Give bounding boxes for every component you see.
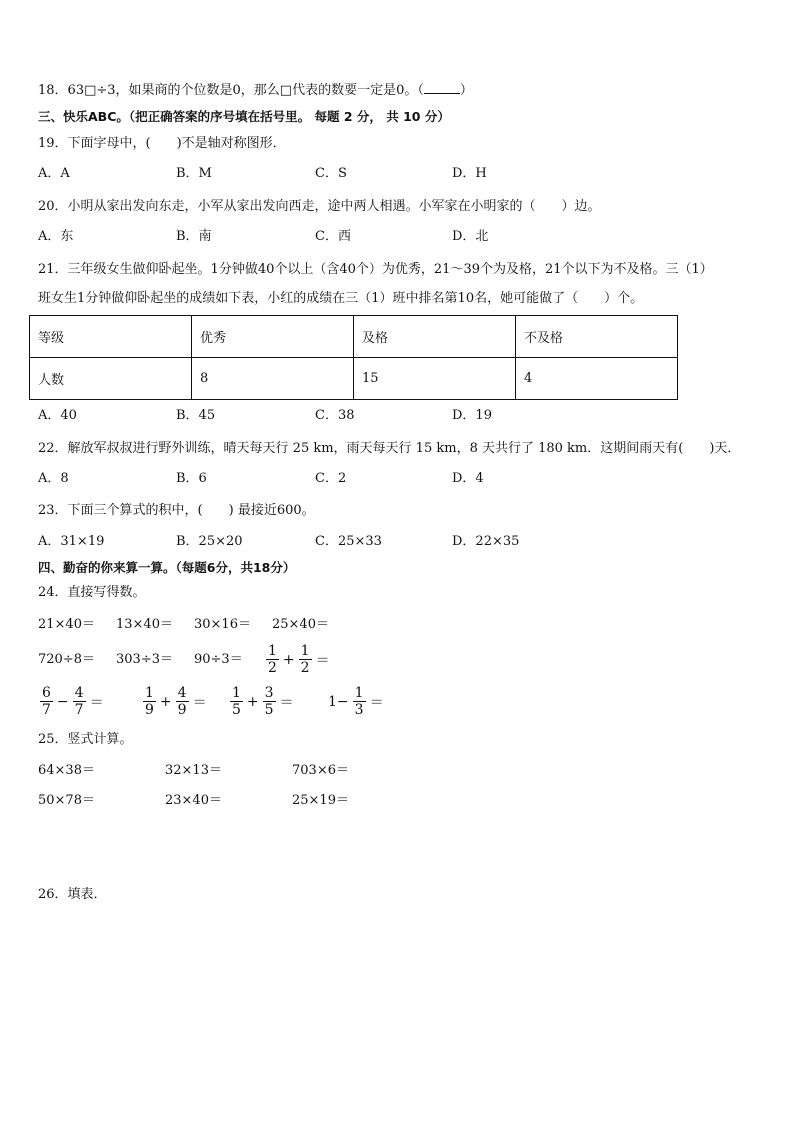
option-b[interactable]: B．6 xyxy=(176,471,207,486)
option-d[interactable]: D．19 xyxy=(452,408,492,423)
question-20-text: 20．小明从家出发向东走，小军从家出发向西走，途中两人相遇。小军家在小明家的（ ）边。 xyxy=(38,199,601,214)
fraction xyxy=(299,643,312,676)
option-c[interactable]: C．38 xyxy=(315,408,355,423)
whole-number: 1− xyxy=(328,693,349,710)
option-c[interactable]: C．2 xyxy=(315,471,347,486)
denominator: 9 xyxy=(145,702,154,718)
numerator: 1 xyxy=(145,685,154,701)
option-b[interactable]: B．M xyxy=(176,166,212,181)
option-c[interactable]: C．25×33 xyxy=(315,534,382,549)
numerator: 1 xyxy=(354,685,364,701)
fraction xyxy=(40,685,53,718)
fraction xyxy=(353,685,366,718)
question-26-text: 26．填表． xyxy=(38,887,107,902)
option-a[interactable]: A．A xyxy=(38,166,70,181)
table-cell: 不及格 xyxy=(516,316,678,358)
calc-item: 25×40＝ xyxy=(272,617,329,632)
fraction xyxy=(73,685,86,718)
table-cell: 人数 xyxy=(30,358,192,400)
option-a[interactable]: A．40 xyxy=(38,408,77,423)
calc-item: 21×40＝ xyxy=(38,617,95,632)
option-b[interactable]: B．25×20 xyxy=(176,534,243,549)
option-d[interactable]: D．H xyxy=(452,166,487,181)
table-cell: 8 xyxy=(192,358,354,400)
table-cell: 及格 xyxy=(354,316,516,358)
fraction xyxy=(266,643,279,676)
calc-item: 13×40＝ xyxy=(116,617,173,632)
option-d[interactable]: D．4 xyxy=(452,471,484,486)
denominator: 2 xyxy=(268,660,277,676)
question-18-close: ） xyxy=(459,83,473,98)
table-row xyxy=(30,358,678,400)
denominator: 7 xyxy=(74,702,84,718)
numerator: 6 xyxy=(42,685,51,701)
operator: + xyxy=(159,693,172,710)
denominator: 5 xyxy=(264,702,274,718)
equals: ＝ xyxy=(279,694,294,711)
question-18 xyxy=(38,81,473,100)
option-d[interactable]: D．22×35 xyxy=(452,534,520,549)
denominator: 5 xyxy=(232,702,241,718)
question-23-text: 23．下面三个算式的积中，( ) 最接近600。 xyxy=(38,503,315,518)
equals: ＝ xyxy=(192,694,207,711)
option-a[interactable]: A．31×19 xyxy=(38,534,105,549)
calc-item: 32×13＝ xyxy=(165,763,222,778)
fraction xyxy=(263,685,276,718)
fraction-expression xyxy=(141,685,209,718)
numerator: 3 xyxy=(264,685,274,701)
fraction xyxy=(176,685,189,718)
answer-blank[interactable] xyxy=(424,81,460,94)
table-cell: 4 xyxy=(516,358,678,400)
table-cell: 优秀 xyxy=(192,316,354,358)
question-24-text: 24．直接写得数。 xyxy=(38,585,146,600)
table-row xyxy=(30,316,678,358)
option-c[interactable]: C．西 xyxy=(315,229,351,244)
equals: ＝ xyxy=(89,694,104,711)
operator: + xyxy=(246,693,259,710)
grade-table xyxy=(29,315,678,400)
denominator: 9 xyxy=(177,702,187,718)
fraction-expression xyxy=(326,685,386,718)
denominator: 7 xyxy=(42,702,51,718)
table-cell: 等级 xyxy=(30,316,192,358)
fraction-expression xyxy=(264,643,332,676)
calc-item: 703×6＝ xyxy=(292,763,349,778)
question-19-text: 19．下面字母中，( )不是轴对称图形． xyxy=(38,136,286,151)
option-c[interactable]: C．S xyxy=(315,166,347,181)
option-a[interactable]: A．东 xyxy=(38,229,74,244)
question-21-line-2: 班女生1分钟做仰卧起坐的成绩如下表，小红的成绩在三（1）班中排名第10名，她可能做了（ ）个。 xyxy=(38,291,644,306)
fraction-expression xyxy=(38,685,106,718)
equals: ＝ xyxy=(369,694,384,711)
table-cell: 15 xyxy=(354,358,516,400)
equals: ＝ xyxy=(315,652,330,669)
calc-item: 30×16＝ xyxy=(194,617,251,632)
calc-item: 64×38＝ xyxy=(38,763,95,778)
option-b[interactable]: B．45 xyxy=(176,408,216,423)
numerator: 1 xyxy=(300,643,310,659)
operator: − xyxy=(56,693,69,710)
denominator: 3 xyxy=(354,702,364,718)
fraction xyxy=(143,685,156,718)
question-25-text: 25．竖式计算。 xyxy=(38,732,133,747)
fraction xyxy=(230,685,243,718)
operator: + xyxy=(282,651,295,668)
calc-item: 50×78＝ xyxy=(38,793,95,808)
numerator: 4 xyxy=(74,685,84,701)
calc-item: 25×19＝ xyxy=(292,793,349,808)
calc-item: 720÷8＝ xyxy=(38,652,95,667)
numerator: 4 xyxy=(177,685,187,701)
calc-item: 23×40＝ xyxy=(165,793,222,808)
fraction-expression xyxy=(228,685,296,718)
question-18-text: 18．63□÷3，如果商的个位数是0，那么□代表的数要一定是0。（ xyxy=(38,83,424,98)
numerator: 1 xyxy=(232,685,241,701)
option-d[interactable]: D．北 xyxy=(452,229,489,244)
section-4-title: 四、勤奋的你来算一算。（每题6分，共18分） xyxy=(38,560,296,575)
numerator: 1 xyxy=(268,643,277,659)
calc-item: 90÷3＝ xyxy=(194,652,243,667)
option-a[interactable]: A．8 xyxy=(38,471,69,486)
question-22-text: 22．解放军叔叔进行野外训练，晴天每天行 25 km，雨天每天行 15 km，8 天共行了 180 km．这期间雨天有( )天． xyxy=(38,441,741,456)
option-b[interactable]: B．南 xyxy=(176,229,212,244)
denominator: 2 xyxy=(300,660,310,676)
question-21-line-1: 21．三年级女生做仰卧起坐。1分钟做40个以上（含40个）为优秀，21～39个为及格，21个以下为不及格。三（1） xyxy=(38,262,713,277)
section-3-title: 三、快乐ABC。（把正确答案的序号填在括号里。 每题 2 分， 共 10 分） xyxy=(38,109,450,124)
calc-item: 303÷3＝ xyxy=(116,652,173,667)
